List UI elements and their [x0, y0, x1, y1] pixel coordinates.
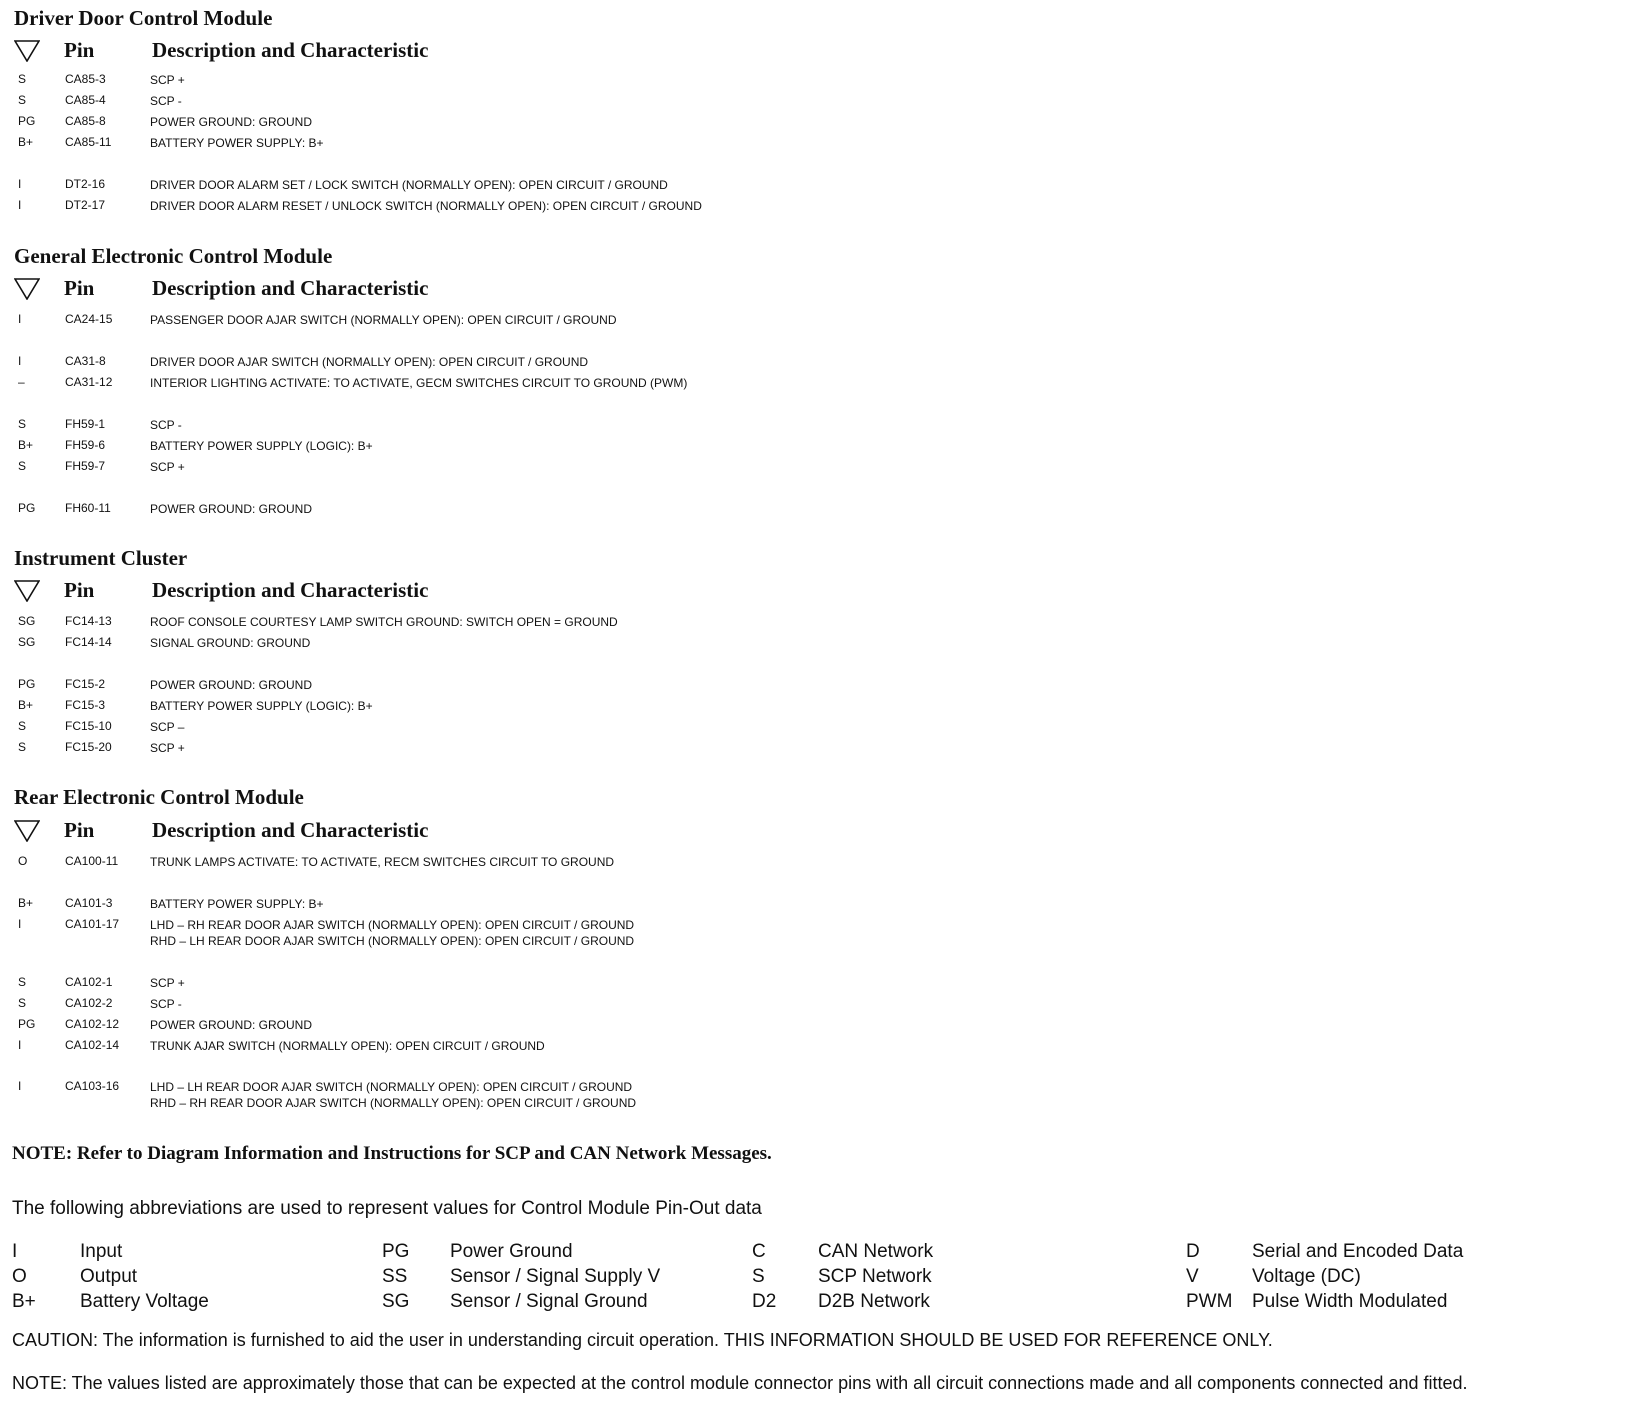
abbr-meaning: SCP Network — [818, 1266, 932, 1287]
abbr-code: S — [752, 1266, 765, 1287]
pin-header: Pin — [64, 276, 95, 300]
type-cell: B+ — [18, 135, 34, 149]
section-title: Driver Door Control Module — [14, 6, 273, 30]
desc-cell: SCP + — [150, 460, 185, 474]
type-cell: S — [18, 417, 27, 431]
pin-cell: CA102-2 — [65, 996, 113, 1010]
type-cell: O — [18, 854, 28, 868]
type-cell: SG — [18, 614, 36, 628]
type-cell: S — [18, 740, 27, 754]
pin-header: Pin — [64, 38, 95, 62]
type-cell: – — [18, 375, 25, 389]
triangle-icon — [14, 580, 40, 602]
pin-header: Pin — [64, 818, 95, 842]
type-cell: I — [18, 198, 22, 212]
pin-cell: CA31-12 — [65, 375, 113, 389]
abbr-meaning: Power Ground — [450, 1241, 573, 1262]
abbr-code: D — [1186, 1241, 1200, 1262]
desc-cell: DRIVER DOOR ALARM SET / LOCK SWITCH (NORMALLY OPEN): OPEN CIRCUIT / GROUND — [150, 178, 668, 192]
type-cell: S — [18, 72, 27, 86]
desc-cell: POWER GROUND: GROUND — [150, 115, 312, 129]
type-cell: I — [18, 1038, 22, 1052]
abbr-meaning: D2B Network — [818, 1291, 930, 1312]
desc-cell: POWER GROUND: GROUND — [150, 502, 312, 516]
pin-cell: FC14-14 — [65, 635, 112, 649]
type-cell: I — [18, 312, 22, 326]
desc-cell: LHD – RH REAR DOOR AJAR SWITCH (NORMALLY OPEN): OPEN CIRCUIT / GROUND — [150, 918, 635, 932]
desc-header: Description and Characteristic — [152, 818, 429, 842]
pin-cell: CA85-11 — [65, 135, 112, 149]
abbr-code: C — [752, 1241, 766, 1262]
table-header — [14, 276, 614, 302]
pin-cell: CA102-14 — [65, 1038, 120, 1052]
desc-cell: SCP + — [150, 976, 185, 990]
pin-cell: DT2-16 — [65, 177, 106, 191]
type-cell: S — [18, 459, 27, 473]
caution-text: CAUTION: The information is furnished to aid the user in understanding circuit operation. THIS INFORMATION SHOULD BE USED FOR REFERENCE ONLY. — [12, 1330, 1273, 1350]
abbreviations-intro: The following abbreviations are used to represent values for Control Module Pin-Out data — [12, 1198, 762, 1219]
type-cell: B+ — [18, 896, 34, 910]
abbr-code: B+ — [12, 1291, 36, 1312]
desc-header: Description and Characteristic — [152, 276, 429, 300]
type-cell: I — [18, 177, 22, 191]
desc-cell: LHD – LH REAR DOOR AJAR SWITCH (NORMALLY OPEN): OPEN CIRCUIT / GROUND — [150, 1080, 633, 1094]
desc-cell: BATTERY POWER SUPPLY (LOGIC): B+ — [150, 439, 373, 453]
abbr-meaning: Serial and Encoded Data — [1252, 1241, 1464, 1262]
type-cell: B+ — [18, 438, 34, 452]
pin-cell: CA103-16 — [65, 1079, 120, 1093]
type-cell: I — [18, 917, 22, 931]
desc-cell: SCP + — [150, 73, 185, 87]
pin-header: Pin — [64, 578, 95, 602]
type-cell: PG — [18, 501, 36, 515]
desc-cell-line2: RHD – RH REAR DOOR AJAR SWITCH (NORMALLY OPEN): OPEN CIRCUIT / GROUND — [150, 1096, 637, 1110]
type-cell: S — [18, 975, 27, 989]
desc-cell: SCP - — [150, 997, 182, 1011]
desc-cell: ROOF CONSOLE COURTESY LAMP SWITCH GROUND: SWITCH OPEN = GROUND — [150, 615, 618, 629]
triangle-icon — [14, 820, 40, 842]
type-cell: SG — [18, 635, 36, 649]
table-header — [14, 818, 614, 844]
pin-cell: CA100-11 — [65, 854, 119, 868]
pin-cell: FC15-20 — [65, 740, 112, 754]
desc-cell: PASSENGER DOOR AJAR SWITCH (NORMALLY OPEN): OPEN CIRCUIT / GROUND — [150, 313, 617, 327]
triangle-icon — [14, 40, 40, 62]
pin-cell: CA31-8 — [65, 354, 106, 368]
desc-cell: SCP - — [150, 94, 182, 108]
desc-cell: BATTERY POWER SUPPLY: B+ — [150, 136, 324, 150]
pin-cell: CA101-17 — [65, 917, 120, 931]
desc-cell: DRIVER DOOR ALARM RESET / UNLOCK SWITCH (NORMALLY OPEN): OPEN CIRCUIT / GROUND — [150, 199, 702, 213]
abbr-code: PG — [382, 1241, 410, 1262]
desc-cell: SIGNAL GROUND: GROUND — [150, 636, 311, 650]
desc-cell: TRUNK AJAR SWITCH (NORMALLY OPEN): OPEN CIRCUIT / GROUND — [150, 1039, 545, 1053]
abbr-meaning: CAN Network — [818, 1241, 934, 1262]
type-cell: S — [18, 719, 27, 733]
abbr-meaning: Battery Voltage — [80, 1291, 209, 1312]
network-note: NOTE: Refer to Diagram Information and Instructions for SCP and CAN Network Messages. — [12, 1143, 772, 1164]
pin-cell: CA102-1 — [65, 975, 113, 989]
desc-cell: POWER GROUND: GROUND — [150, 678, 312, 692]
type-cell: S — [18, 996, 27, 1010]
pin-cell: DT2-17 — [65, 198, 106, 212]
section-title: General Electronic Control Module — [14, 244, 333, 268]
pin-cell: CA85-8 — [65, 114, 106, 128]
pin-cell: FH59-6 — [65, 438, 106, 452]
desc-cell: INTERIOR LIGHTING ACTIVATE: TO ACTIVATE, GECM SWITCHES CIRCUIT TO GROUND (PWM) — [150, 376, 688, 390]
desc-cell: SCP + — [150, 741, 185, 755]
desc-cell: DRIVER DOOR AJAR SWITCH (NORMALLY OPEN): OPEN CIRCUIT / GROUND — [150, 355, 589, 369]
abbr-code: V — [1186, 1266, 1199, 1287]
desc-cell: TRUNK LAMPS ACTIVATE: TO ACTIVATE, RECM SWITCHES CIRCUIT TO GROUND — [150, 855, 615, 869]
pin-cell: FC15-2 — [65, 677, 106, 691]
abbr-code: D2 — [752, 1291, 777, 1312]
pin-cell: FH59-7 — [65, 459, 106, 473]
type-cell: S — [18, 93, 27, 107]
type-cell: PG — [18, 677, 36, 691]
table-header — [14, 38, 614, 64]
section-title: Instrument Cluster — [14, 546, 188, 570]
abbr-meaning: Pulse Width Modulated — [1252, 1291, 1448, 1312]
type-cell: I — [18, 1079, 22, 1093]
triangle-icon — [14, 278, 40, 300]
desc-cell: SCP – — [150, 720, 185, 734]
desc-cell: BATTERY POWER SUPPLY (LOGIC): B+ — [150, 699, 373, 713]
abbr-meaning: Voltage (DC) — [1252, 1266, 1361, 1287]
pin-cell: FH59-1 — [65, 417, 106, 431]
pin-cell: CA101-3 — [65, 896, 113, 910]
type-cell: PG — [18, 1017, 36, 1031]
desc-cell: POWER GROUND: GROUND — [150, 1018, 312, 1032]
pin-cell: CA85-3 — [65, 72, 106, 86]
desc-cell-line2: RHD – LH REAR DOOR AJAR SWITCH (NORMALLY OPEN): OPEN CIRCUIT / GROUND — [150, 934, 635, 948]
section-title: Rear Electronic Control Module — [14, 785, 304, 809]
pin-cell: CA102-12 — [65, 1017, 120, 1031]
desc-header: Description and Characteristic — [152, 578, 429, 602]
desc-cell: BATTERY POWER SUPPLY: B+ — [150, 897, 324, 911]
abbr-code: PWM — [1186, 1291, 1233, 1312]
pin-cell: FH60-11 — [65, 501, 111, 515]
abbr-code: O — [12, 1266, 27, 1287]
type-cell: I — [18, 354, 22, 368]
pin-cell: FC14-13 — [65, 614, 112, 628]
values-note: NOTE: The values listed are approximately those that can be expected at the control module connector pins with all circuit connections made and all components connected and fitted. — [12, 1373, 1468, 1393]
pin-cell: FC15-3 — [65, 698, 106, 712]
abbr-meaning: Output — [80, 1266, 138, 1287]
pin-cell: CA24-15 — [65, 312, 113, 326]
abbr-code: SG — [382, 1291, 410, 1312]
abbr-code: SS — [382, 1266, 408, 1287]
abbr-code: I — [12, 1241, 18, 1262]
abbr-meaning: Sensor / Signal Ground — [450, 1291, 648, 1312]
pin-cell: FC15-10 — [65, 719, 112, 733]
pin-cell: CA85-4 — [65, 93, 106, 107]
abbr-meaning: Input — [80, 1241, 123, 1262]
type-cell: B+ — [18, 698, 34, 712]
table-header — [14, 578, 614, 604]
desc-header: Description and Characteristic — [152, 38, 429, 62]
type-cell: PG — [18, 114, 36, 128]
desc-cell: SCP - — [150, 418, 182, 432]
abbr-meaning: Sensor / Signal Supply V — [450, 1266, 661, 1287]
